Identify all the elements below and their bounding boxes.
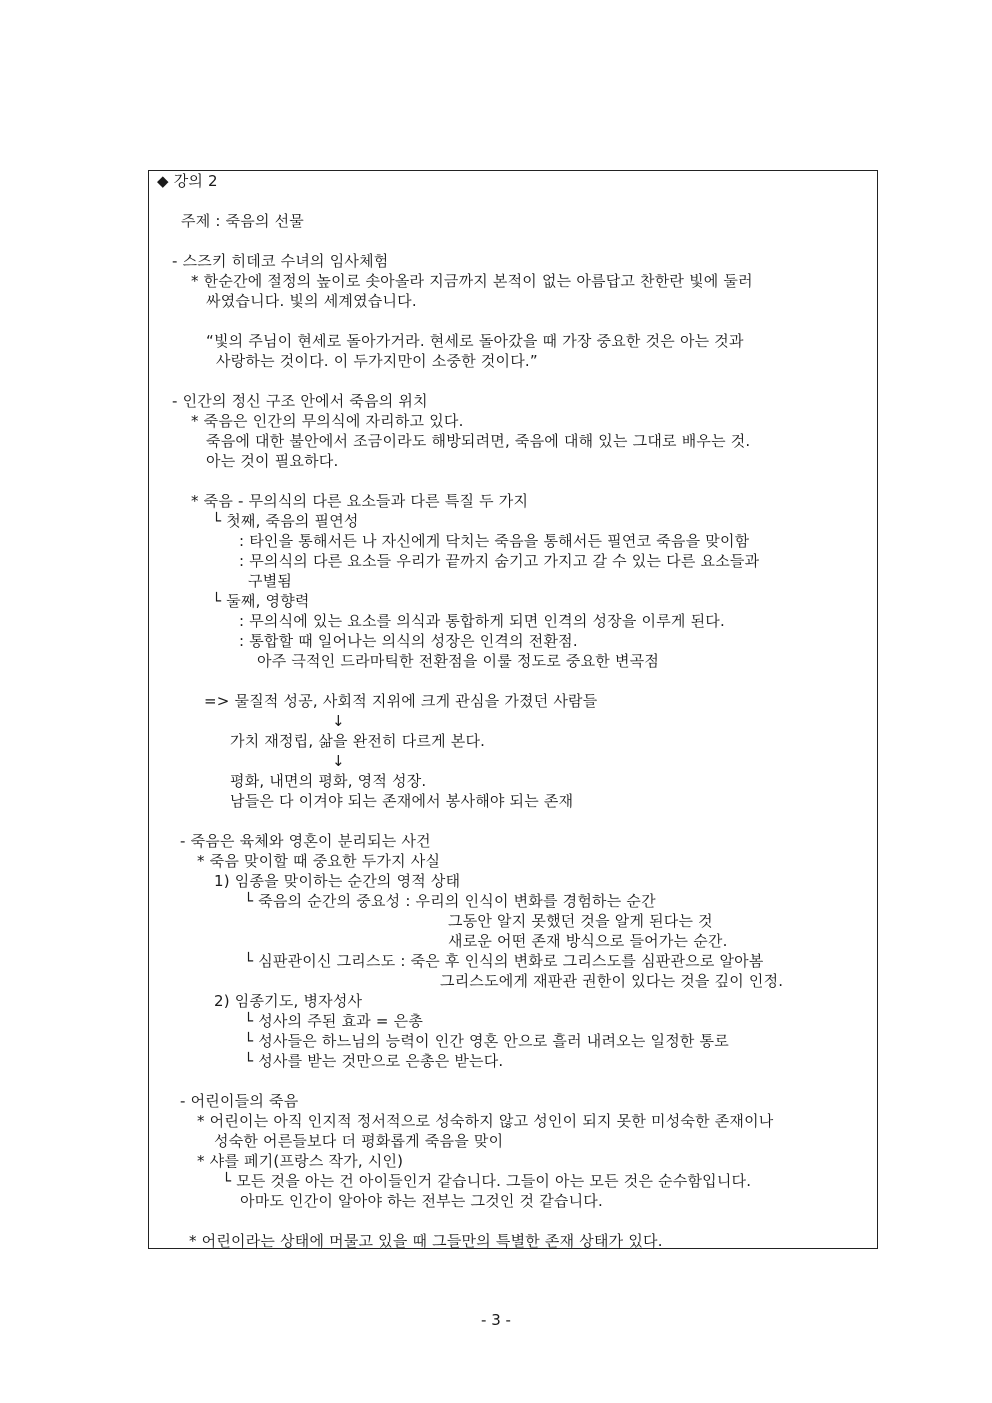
arrow-down: ↓: [332, 712, 345, 730]
text-line: - 죽음은 육체와 영혼이 분리되는 사건: [180, 832, 431, 850]
text-line: 평화, 내면의 평화, 영적 성장.: [230, 772, 427, 790]
arrow-down: ↓: [332, 752, 345, 770]
text-line: 1) 임종을 맞이하는 순간의 영적 상태: [214, 872, 461, 890]
text-line: “빛의 주님이 현세로 돌아가거라. 현세로 돌아갔을 때 가장 중요한 것은 아는 것과: [206, 332, 744, 350]
text-line: └ 첫째, 죽음의 필연성: [212, 512, 359, 530]
text-line: * 어린이는 아직 인지적 정서적으로 성숙하지 않고 성인이 되지 못한 미성숙한 존재이나: [197, 1112, 774, 1130]
text-line: 새로운 어떤 존재 방식으로 들어가는 순간.: [448, 932, 728, 950]
text-line: * 어린이라는 상태에 머물고 있을 때 그들만의 특별한 존재 상태가 있다.: [189, 1232, 663, 1250]
text-line: - 스즈키 히데코 수녀의 임사체험: [172, 252, 389, 270]
text-line: 아는 것이 필요하다.: [206, 452, 339, 470]
text-line: 남들은 다 이겨야 되는 존재에서 봉사해야 되는 존재: [230, 792, 574, 810]
subject-line: 주제 : 죽음의 선물: [181, 212, 304, 230]
text-line: - 어린이들의 죽음: [180, 1092, 299, 1110]
text-line: : 타인을 통해서든 나 자신에게 닥치는 죽음을 통해서든 필연코 죽음을 맞이함: [239, 532, 750, 550]
text-line: └ 모든 것을 아는 건 아이들인거 같습니다. 그들이 아는 모든 것은 순수함입니다.: [222, 1172, 752, 1190]
text-line: 가치 재정립, 삶을 완전히 다르게 본다.: [230, 732, 486, 750]
text-line: * 샤를 페기(프랑스 작가, 시인): [197, 1152, 404, 1170]
text-line: └ 죽음의 순간의 중요성 : 우리의 인식이 변화를 경험하는 순간: [244, 892, 656, 910]
text-line: └ 성사들은 하느님의 능력이 인간 영혼 안으로 흘러 내려오는 일정한 통로: [244, 1032, 729, 1050]
text-line: 싸였습니다. 빛의 세계였습니다.: [206, 292, 417, 310]
text-line: 아주 극적인 드라마틱한 전환점을 이룰 정도로 중요한 변곡점: [257, 652, 660, 670]
text-line: - 인간의 정신 구조 안에서 죽음의 위치: [172, 392, 428, 410]
text-line: 그리스도에게 재판관 권한이 있다는 것을 깊이 인정.: [440, 972, 784, 990]
text-line: └ 둘째, 영향력: [212, 592, 310, 610]
text-line: : 통합할 때 일어나는 의식의 성장은 인격의 전환점.: [239, 632, 578, 650]
text-line: 그동안 알지 못했던 것을 알게 된다는 것: [448, 912, 713, 930]
text-line: => 물질적 성공, 사회적 지위에 크게 관심을 가졌던 사람들: [204, 692, 598, 710]
text-line: : 무의식의 다른 요소들 우리가 끝까지 숨기고 가지고 갈 수 있는 다른 요소들과: [239, 552, 760, 570]
text-line: 죽음에 대한 불안에서 조금이라도 해방되려면, 죽음에 대해 있는 그대로 배우는 것.: [206, 432, 751, 450]
text-line: * 한순간에 절정의 높이로 솟아올라 지금까지 본적이 없는 아름답고 찬한란 빛에 둘러: [191, 272, 753, 290]
text-line: 성숙한 어른들보다 더 평화롭게 죽음을 맞이: [214, 1132, 504, 1150]
text-line: └ 성사의 주된 효과 = 은총: [244, 1012, 424, 1030]
page-number: - 3 -: [481, 1311, 511, 1329]
text-line: └ 성사를 받는 것만으로 은총은 받는다.: [244, 1052, 504, 1070]
text-line: 2) 임종기도, 병자성사: [214, 992, 363, 1010]
text-line: 사랑하는 것이다. 이 두가지만이 소중한 것이다.”: [216, 352, 538, 370]
text-line: └ 심판관이신 그리스도 : 죽은 후 인식의 변화로 그리스도를 심판관으로 알아봄: [244, 952, 764, 970]
section-header: ◆ 강의 2: [157, 172, 218, 190]
text-line: : 무의식에 있는 요소를 의식과 통합하게 되면 인격의 성장을 이루게 된다.: [239, 612, 725, 630]
text-line: * 죽음 - 무의식의 다른 요소들과 다른 특질 두 가지: [191, 492, 529, 510]
text-line: 아마도 인간이 알아야 하는 전부는 그것인 것 같습니다.: [240, 1192, 603, 1210]
text-line: * 죽음 맞이할 때 중요한 두가지 사실: [197, 852, 441, 870]
text-line: * 죽음은 인간의 무의식에 자리하고 있다.: [191, 412, 464, 430]
text-line: 구별됨: [248, 572, 293, 590]
